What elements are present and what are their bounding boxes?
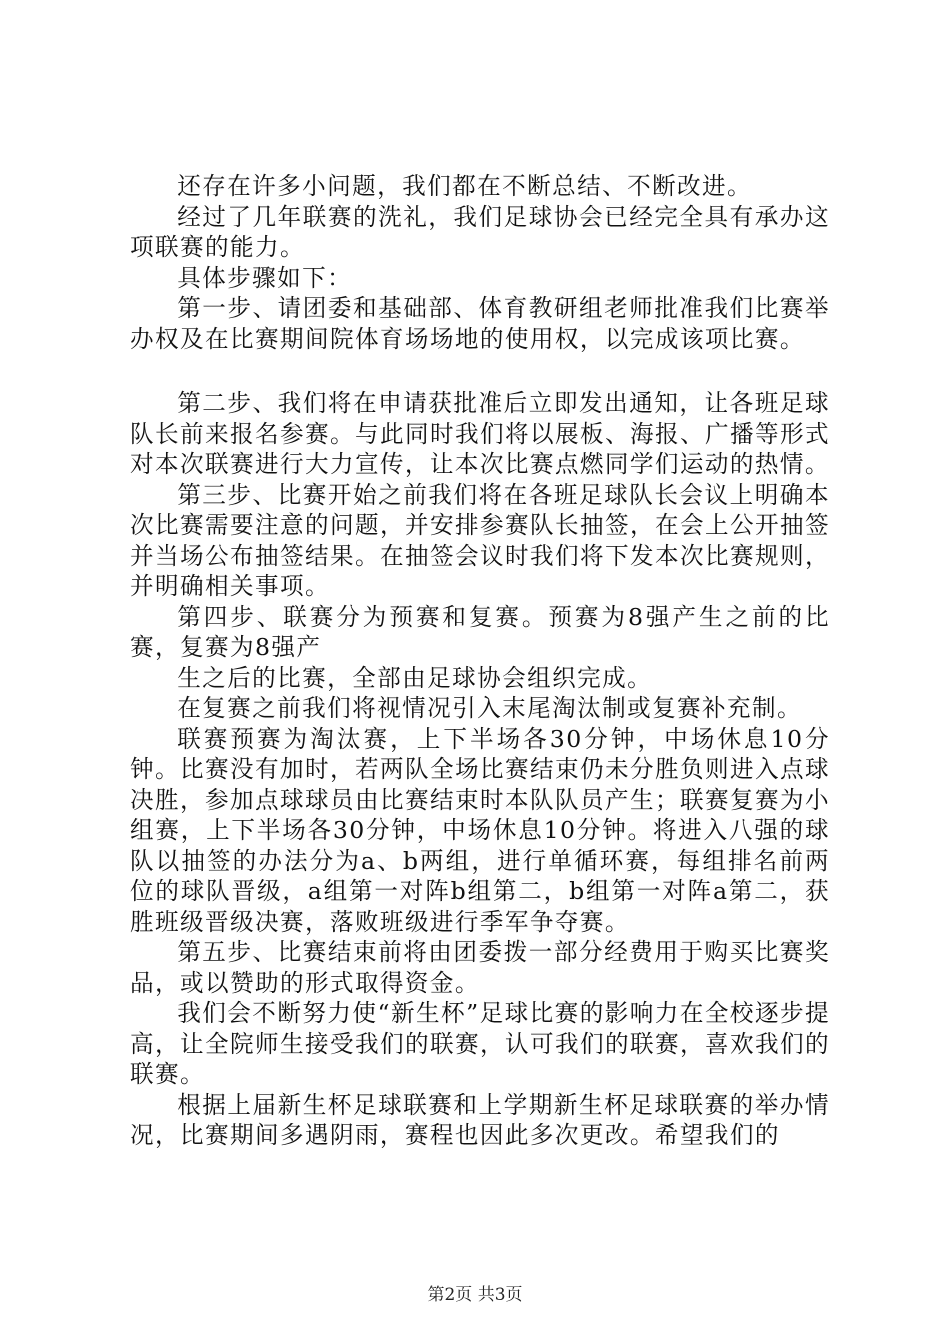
paragraph-9: 在复赛之前我们将视情况引入末尾淘汰制或复赛补充制。 <box>177 694 803 722</box>
paragraph-11: 第五步、比赛结束前将由团委拨一部分经费用于购买比赛奖品，或以赞助的形式取得资金。 <box>130 938 830 997</box>
paragraph-6: 第三步、比赛开始之前我们将在各班足球队长会议上明确本次比赛需要注意的问题，并安排参赛队长抽签，在会上公开抽签并当场公布抽签结果。在抽签会议时我们将下发本次比赛规则，并明确相关事项。 <box>130 480 830 600</box>
paragraph-12: 我们会不断努力使“新生杯”足球比赛的影响力在全校逐步提高，让全院师生接受我们的联赛，认可我们的联赛，喜欢我们的联赛。 <box>130 999 830 1088</box>
paragraph-3: 具体步骤如下： <box>177 263 353 292</box>
paragraph-2: 经过了几年联赛的洗礼，我们足球协会已经完全具有承办这项联赛的能力。 <box>130 202 830 261</box>
paragraph-8: 生之后的比赛，全部由足球协会组织完成。 <box>177 663 653 692</box>
paragraph-13: 根据上届新生杯足球联赛和上学期新生杯足球联赛的举办情况，比赛期间多遇阴雨，赛程也因此多次更改。希望我们的 <box>130 1090 830 1149</box>
paragraph-10: 联赛预赛为淘汰赛，上下半场各30分钟，中场休息10分钟。比赛没有加时，若两队全场比赛结束仍未分胜负则进入点球决胜，参加点球球员由比赛结束时本队队员产生；联赛复赛为小组赛，上下半场各30分钟，中场休息10分钟。将进入八强的球队以抽签的办法分为a、b两组，进行单循环赛，每组排名前两位的球队晋级，a组第一对阵b组第二，b组第一对阵a第二，获胜班级晋级决赛，落败班级进行季军争夺赛。 <box>130 724 830 936</box>
paragraph-4: 第一步、请团委和基础部、体育教研组老师批准我们比赛举办权及在比赛期间院体育场场地的使用权，以完成该项比赛。 <box>130 294 830 353</box>
paragraph-5: 第二步、我们将在申请获批准后立即发出通知，让各班足球队长前来报名参赛。与此同时我们将以展板、海报、广播等形式对本次联赛进行大力宣传，让本次比赛点燃同学们运动的热情。 <box>130 389 830 478</box>
paragraph-1: 还存在许多小问题，我们都在不断总结、不断改进。 <box>177 172 753 200</box>
page-number-footer: 第2页 共3页 <box>427 1285 523 1305</box>
document-body <box>130 171 830 1151</box>
paragraph-7: 第四步、联赛分为预赛和复赛。预赛为8强产生之前的比赛，复赛为8强产 <box>130 602 830 661</box>
